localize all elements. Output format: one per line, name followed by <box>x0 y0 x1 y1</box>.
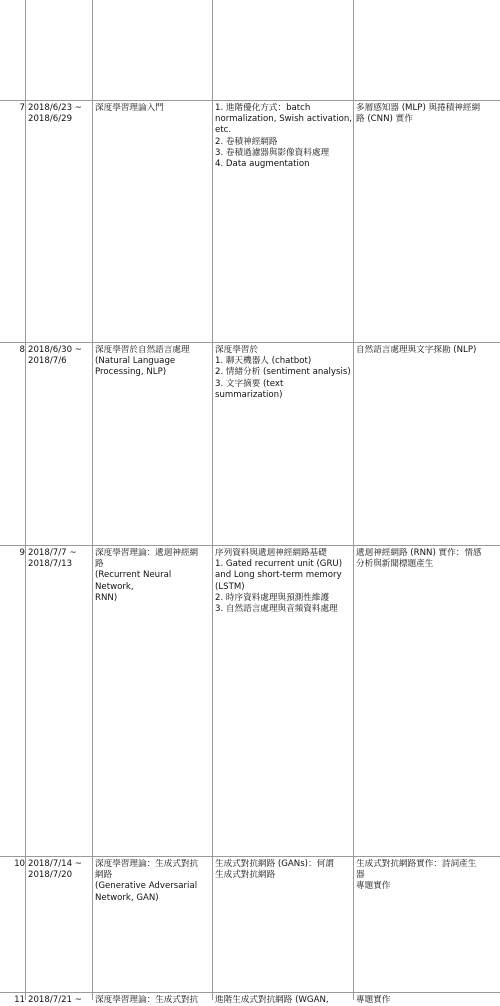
course-topic <box>95 103 212 114</box>
content-line: 3. 自然語言處理與音頻資料處理 <box>215 604 338 615</box>
practice-line: 專題實作 <box>356 995 391 1005</box>
practice-line: 多層感知器 (MLP) 與捲積神經網 <box>356 103 481 113</box>
topic-line: (Natural Language <box>95 356 176 367</box>
practice-line: 分析與新聞標題產生 <box>356 559 434 570</box>
row-divider <box>0 992 500 993</box>
practice-line: 專題實作 <box>356 881 391 892</box>
topic-line: (Generative Adversarial <box>95 881 198 892</box>
week-number: 11 <box>14 995 25 1005</box>
content-line: 3. 文字摘要 (text <box>215 378 284 389</box>
practice-line: 遞迴神經網路 (RNN) 實作：情感 <box>356 548 482 558</box>
content-line: 進階生成式對抗網路 (WGAN, <box>215 995 329 1005</box>
content-line: etc. <box>215 125 232 136</box>
row-divider <box>0 342 500 343</box>
course-topic <box>95 345 212 379</box>
content-line: and Long short-term memory <box>215 570 342 581</box>
topic-line: 深度學習理論：遞迴神經網 <box>95 548 199 558</box>
date-line: 2018/7/13 <box>28 559 73 570</box>
content-line: 1. 聊天機器人 (chatbot) <box>215 356 312 367</box>
content-line: (LSTM) <box>215 581 245 592</box>
practice-item <box>356 103 498 125</box>
date-range <box>28 345 92 367</box>
date-range <box>28 103 92 125</box>
week-number: 9 <box>19 548 25 558</box>
date-line: 2018/6/23 ~ <box>28 103 82 113</box>
week-number: 10 <box>14 859 25 869</box>
row-divider <box>0 545 500 546</box>
course-content <box>215 103 353 170</box>
date-line: 2018/7/7 ~ <box>28 548 77 558</box>
topic-line: 深度學習於自然語言處理 <box>95 345 190 355</box>
content-line: 生成式對抗網路 (GANs)：何謂 <box>215 859 334 869</box>
course-content <box>215 548 353 615</box>
topic-line: RNN) <box>95 592 118 603</box>
topic-line: (Recurrent Neural Network, <box>95 570 175 592</box>
content-line: 4. Data augmentation <box>215 159 310 170</box>
week-number: 8 <box>19 345 25 355</box>
date-range <box>28 548 92 570</box>
topic-line: 路 <box>95 559 104 570</box>
course-topic <box>95 548 212 604</box>
course-topic <box>95 859 212 904</box>
topic-line: 深度學習理論：生成式對抗 <box>95 859 199 869</box>
content-line: normalization, Swish activation, <box>215 114 353 125</box>
practice-line: 器 <box>356 870 365 881</box>
content-line: 1. 進階優化方式：batch <box>215 103 311 113</box>
column-divider <box>25 0 26 1000</box>
date-range <box>28 859 92 881</box>
content-line: 1. Gated recurrent unit (GRU) <box>215 559 343 570</box>
practice-item <box>356 345 498 356</box>
date-line: 2018/7/14 ~ <box>28 859 82 869</box>
practice-line: 自然語言處理與文字探勘 (NLP) <box>356 345 477 355</box>
topic-line: 深度學習理論入門 <box>95 103 164 113</box>
date-line: 2018/7/6 <box>28 356 67 367</box>
date-range <box>28 995 92 1006</box>
course-content <box>215 859 353 881</box>
date-line: 2018/6/29 <box>28 114 73 125</box>
date-line: 2018/7/21 ~ <box>28 995 82 1005</box>
practice-line: 生成式對抗網路實作：詩詞產生 <box>356 859 477 869</box>
column-divider <box>212 0 213 1000</box>
content-line: 2. 時序資料處理與預測性維護 <box>215 592 330 603</box>
row-divider <box>0 100 500 101</box>
course-content <box>215 995 353 1006</box>
topic-line: 深度學習理論：生成式對抗 <box>95 995 199 1005</box>
content-line: 2. 卷積神經網路 <box>215 136 278 147</box>
topic-line: Processing, NLP) <box>95 367 167 378</box>
week-number: 7 <box>19 103 25 113</box>
date-line: 2018/6/30 ~ <box>28 345 82 355</box>
content-line: 深度學習於 <box>215 345 258 355</box>
column-divider <box>353 0 354 1000</box>
topic-line: 網路 <box>95 870 113 881</box>
practice-item <box>356 548 498 570</box>
content-line: 3. 卷積過濾器與影像資料處理 <box>215 147 330 158</box>
practice-item <box>356 995 498 1006</box>
practice-item <box>356 859 498 893</box>
content-line: summarization) <box>215 389 283 400</box>
row-divider <box>0 856 500 857</box>
practice-line: 路 (CNN) 實作 <box>356 114 413 125</box>
column-divider <box>92 0 93 1000</box>
topic-line: Network, GAN) <box>95 892 159 903</box>
content-line: 2. 情緒分析 (sentiment analysis) <box>215 367 351 378</box>
date-line: 2018/7/20 <box>28 870 73 881</box>
course-content <box>215 345 353 401</box>
content-line: 序列資料與遞迴神經網路基礎 <box>215 548 327 558</box>
content-line: 生成式對抗網路 <box>215 870 276 881</box>
course-topic <box>95 995 212 1006</box>
